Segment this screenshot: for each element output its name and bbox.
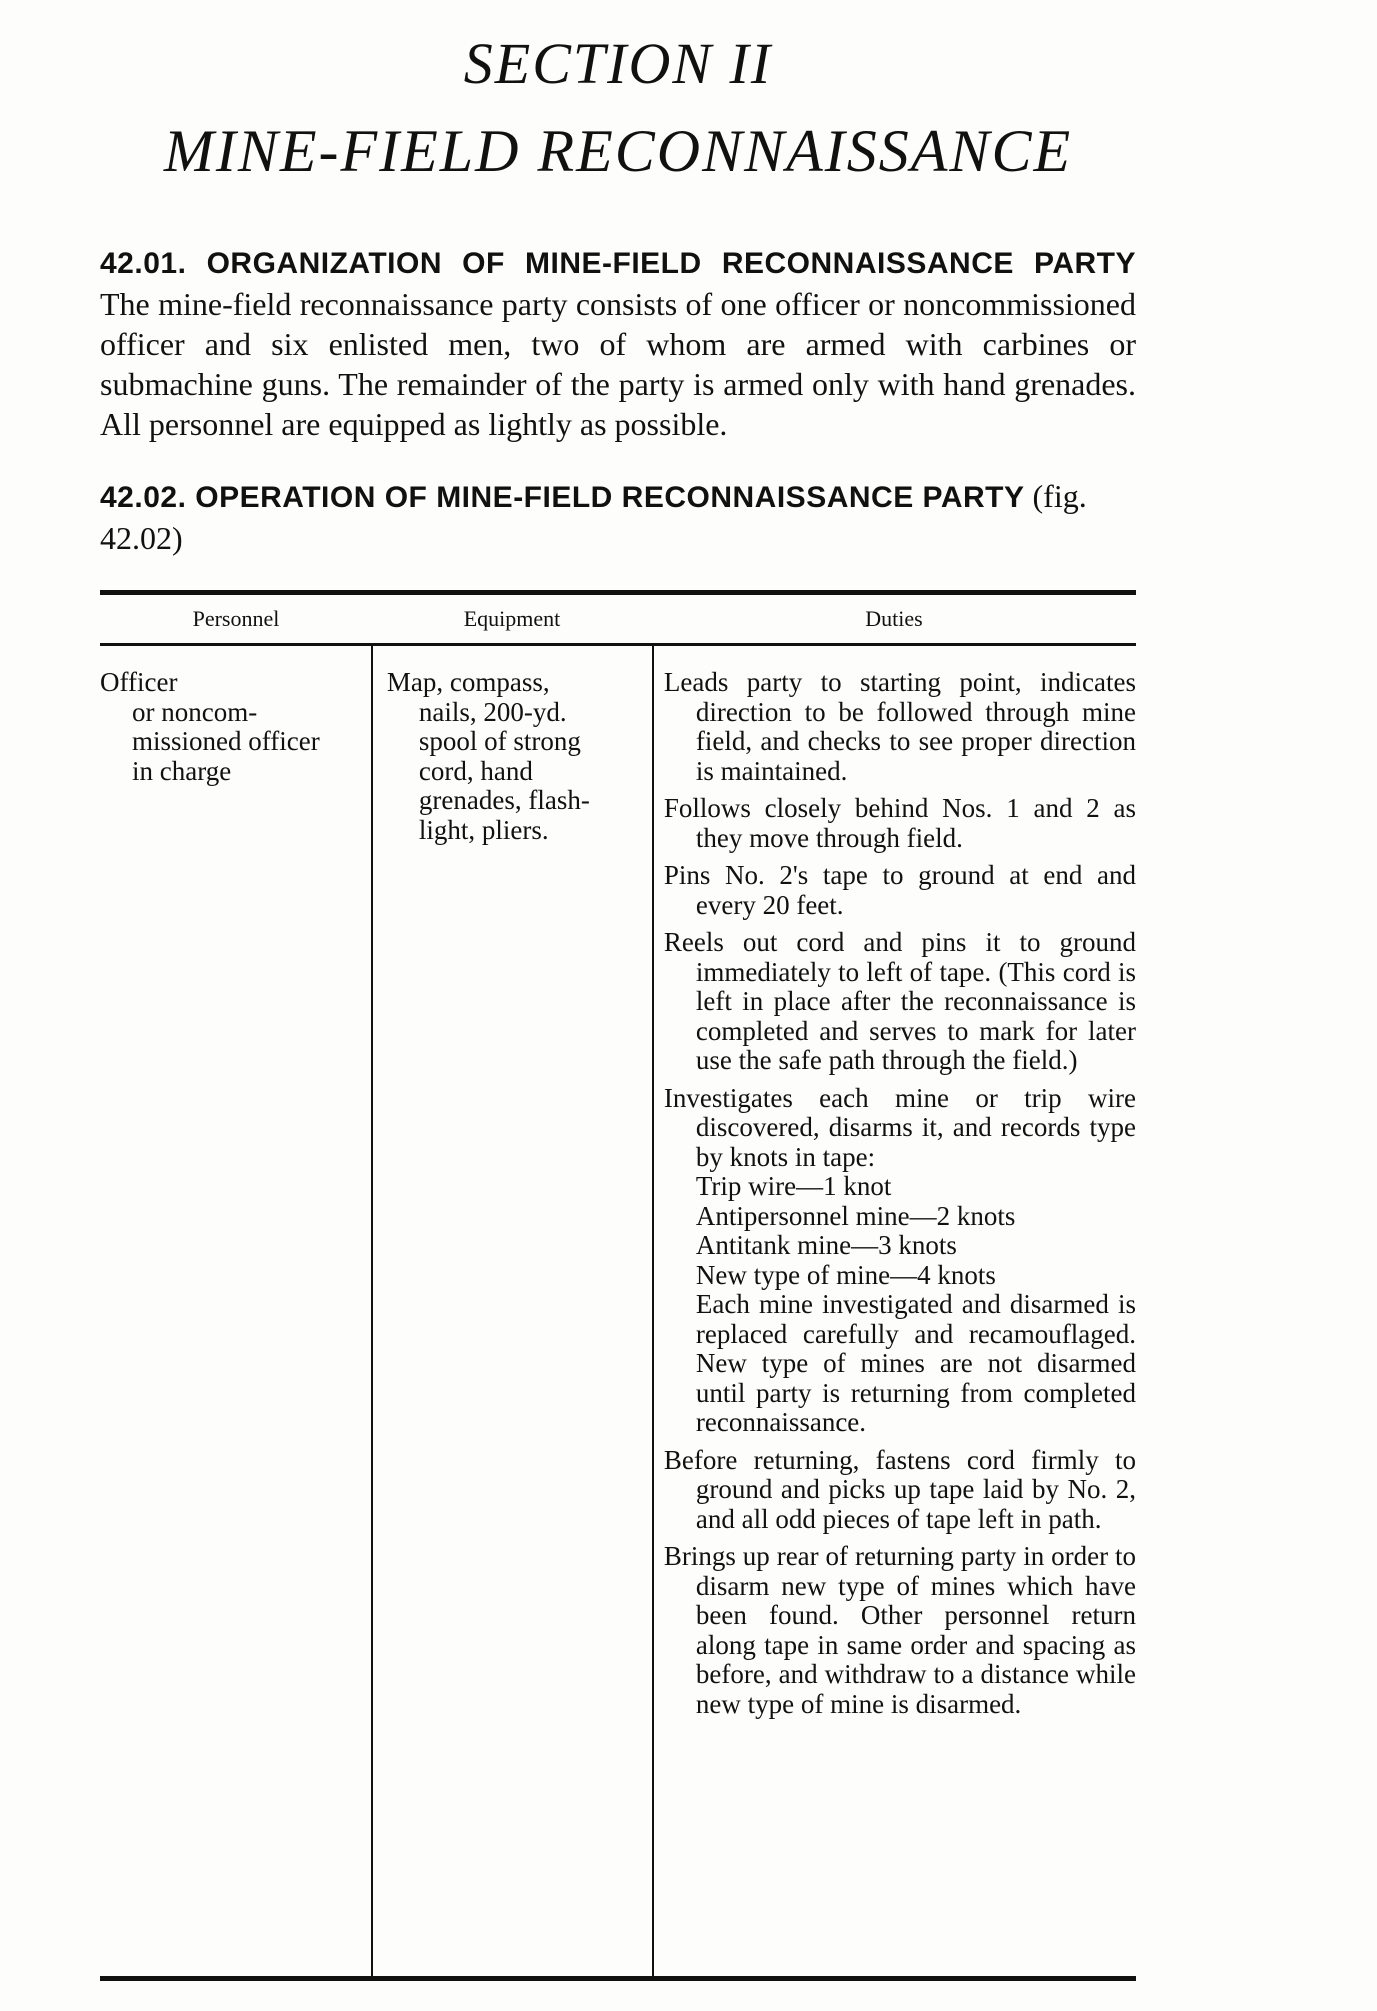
paragraph-heading: 42.02. OPERATION OF MINE-FIELD RECONNAISSANCE PARTY: [100, 481, 1025, 514]
personnel-line: in charge: [132, 755, 232, 786]
duty-item: Before returning, fastens cord firmly to ground and picks up tape laid by No. 2, and all odd pieces of tape left in path.: [663, 1444, 1136, 1534]
duty-item-investigates: [664, 1084, 1136, 1438]
section-number: SECTION II: [463, 31, 773, 96]
header-equipment: Equipment: [463, 606, 561, 631]
knot-code: New type of mine—4 knots: [695, 1259, 996, 1290]
knot-note: Each mine investigated and disarmed is replaced carefully and recamouflaged. New type of mines are not disarmed until party is returning from completed reconnaissance.: [695, 1289, 1136, 1437]
header-personnel: Personnel: [192, 606, 280, 631]
equipment-line: light, pliers.: [418, 814, 549, 845]
duty-item: Pins No. 2's tape to ground at end and every 20 feet.: [663, 860, 1136, 920]
paragraph-42-01: [100, 242, 1136, 444]
personnel-line: missioned officer: [132, 726, 320, 756]
personnel-line: or noncom-: [132, 696, 258, 727]
duty-item: Investigates each mine or trip wire discovered, disarms it, and records type by knots in tape:: [663, 1082, 1136, 1172]
duty-item: Reels out cord and pins it to ground immediately to left of tape. (This cord is left in place after the reconnaissance is completed and serves to mark for later use the safe path through the field.): [663, 927, 1136, 1075]
figure-reference: (fig. 42.02): [100, 478, 1087, 556]
duty-item: Leads party to starting point, indicates direction to be followed through mine field, and checks to see proper direction is maintained.: [663, 667, 1136, 786]
equipment-cell: [371, 646, 652, 1976]
duties-table: [100, 590, 1136, 1981]
duties-cell: [652, 646, 1136, 1976]
equipment-line: cord, hand: [418, 755, 533, 786]
duty-item: Follows closely behind Nos. 1 and 2 as they move through field.: [663, 793, 1136, 853]
knot-code: Antipersonnel mine—2 knots: [695, 1200, 1016, 1231]
document-page: [100, 30, 1136, 1981]
knot-code: Trip wire—1 knot: [695, 1171, 892, 1201]
paragraph-body: The mine-field reconnaissance party consists of one officer or noncommissioned officer and six enlisted men, two of whom are armed with carbines or submachine guns. The remainder of the party is armed only with hand grenades. All personnel are equipped as lightly as possible.: [100, 286, 1136, 442]
table-header: [100, 595, 1136, 643]
equipment-line: Map, compass,: [386, 667, 550, 697]
equipment-line: grenades, flash-: [418, 785, 590, 815]
section-title: MINE-FIELD RECONNAISSANCE: [163, 118, 1073, 184]
equipment-line: nails, 200-yd.: [418, 696, 567, 727]
equipment-line: spool of strong: [418, 726, 581, 756]
personnel-cell: [100, 646, 371, 1976]
header-duties: Duties: [865, 606, 923, 631]
table-row: [100, 646, 1136, 1976]
paragraph-heading: 42.01. ORGANIZATION OF MINE-FIELD RECONNAISSANCE PARTY: [100, 247, 1136, 280]
duty-item: Brings up rear of returning party in order to disarm new type of mines which have been found. Other personnel return along tape in same order and spacing as before, and withdraw to a distance while new type of mine is disarmed.: [663, 1541, 1136, 1719]
knot-code: Antitank mine—3 knots: [695, 1230, 957, 1260]
table-bottom-rule: [100, 1976, 1136, 1981]
personnel-line: Officer: [100, 667, 178, 697]
paragraph-42-02: [100, 476, 1136, 558]
